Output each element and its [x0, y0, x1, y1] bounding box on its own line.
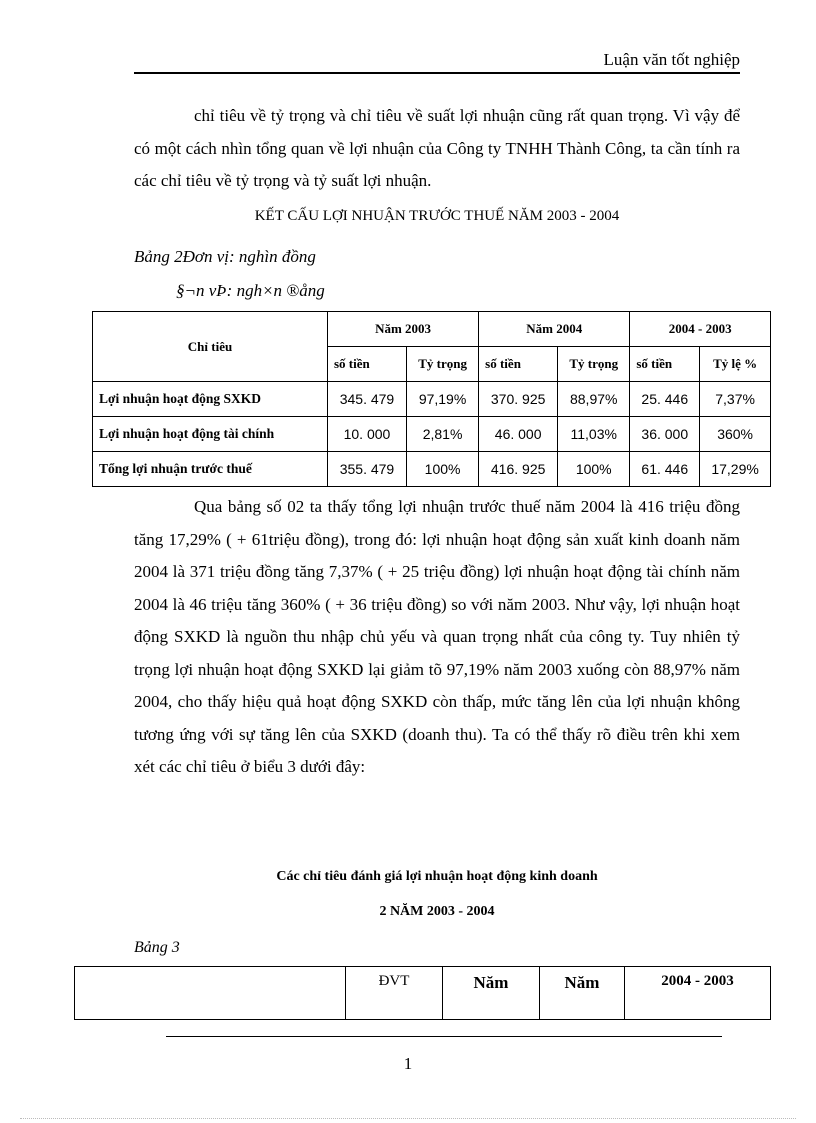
subheader-cell: Tỷ trọng: [406, 347, 478, 382]
profit-structure-table: [92, 311, 771, 487]
cell-value: 345. 479: [328, 382, 407, 417]
cell-value: 2,81%: [406, 417, 478, 452]
group-header-diff: 2004 - 2003: [630, 312, 771, 347]
table-row: [93, 452, 771, 487]
table1-caption: Bảng 2Đơn vị: nghìn đồng: [134, 247, 316, 266]
cell-value: 7,37%: [700, 382, 771, 417]
footer-rule: [166, 1036, 722, 1037]
table1-caption-garbled: §¬n vÞ: ngh×n ®ång: [176, 281, 325, 300]
cell-value: 61. 446: [630, 452, 700, 487]
cell-value: 10. 000: [328, 417, 407, 452]
table1-title: KẾT CẤU LỢI NHUẬN TRƯỚC THUẾ NĂM 2003 - 2004: [254, 208, 620, 224]
cell-value: 100%: [558, 452, 630, 487]
cell-value: 11,03%: [558, 417, 630, 452]
header-cell-year: Năm: [540, 967, 625, 1020]
analysis-text: Qua bảng số 02 ta thấy tổng lợi nhuận trước thuế năm 2004 là 416 triệu đồng tăng 17,29% ( + 61triệu đồng), trong đó: lợi nhuận hoạt động sản xuất kinh doanh năm 2004 là 371 triệu đồng tăng 7,37% ( + 25 triệu đồng) lợi nhuận hoạt động tài chính năm 2004 là 46 triệu tăng 360% ( + 36 triệu đồng) so với năm 2003. Như vậy, lợi nhuận hoạt động SXKD là nguồn thu nhập chủ yếu và quan trọng nhất của công ty. Tuy nhiên tỷ trọng lợi nhuận hoạt động SXKD lại giảm tõ 97,19% năm 2003 xuống còn 88,97% năm 2004, cho thấy hiệu quả hoạt động SXKD còn thấp, mức tăng lên của lợi nhuận không tương ứng với sự tăng lên của SXKD (doanh thu). Ta có thể thấy rõ điều trên khi xem xét các chỉ tiêu ở biểu 3 dưới đây:: [134, 497, 740, 776]
subheader-cell: số tiền: [630, 347, 700, 382]
row-label: Lợi nhuận hoạt động SXKD: [93, 382, 328, 417]
table-row: [93, 417, 771, 452]
page-bottom-border: [20, 1118, 796, 1119]
cell-value: 100%: [406, 452, 478, 487]
subheader-cell: Tỷ trọng: [558, 347, 630, 382]
subheader-cell: số tiền: [479, 347, 558, 382]
header-cell-diff: 2004 - 2003: [625, 967, 771, 1020]
header-cell-year: Năm: [443, 967, 540, 1020]
table-row: [93, 382, 771, 417]
header-cell-unit: ĐVT: [346, 967, 443, 1020]
cell-value: 416. 925: [479, 452, 558, 487]
row-label: Tổng lợi nhuận trước thuế: [93, 452, 328, 487]
group-header-2003: Năm 2003: [328, 312, 479, 347]
cell-value: 46. 000: [479, 417, 558, 452]
page-number: 1: [403, 1054, 413, 1073]
cell-value: 360%: [700, 417, 771, 452]
header-rule: [134, 72, 740, 74]
group-header-2004: Năm 2004: [479, 312, 630, 347]
subheader-cell: Tỷ lệ %: [700, 347, 771, 382]
table-header-row: [93, 312, 771, 347]
row-label: Lợi nhuận hoạt động tài chính: [93, 417, 328, 452]
cell-value: 25. 446: [630, 382, 700, 417]
intro-text: chỉ tiêu về tỷ trọng và chỉ tiêu về suất lợi nhuận cũng rất quan trọng. Vì vậy để có một cách nhìn tổng quan về lợi nhuận của Công ty TNHH Thành Công, ta cần tính ra các chỉ tiêu về tỷ trọng và tỷ suất lợi nhuận.: [134, 106, 740, 190]
analysis-paragraph: [134, 491, 740, 784]
cell-value: 88,97%: [558, 382, 630, 417]
table2-title-line1: Các chỉ tiêu đánh giá lợi nhuận hoạt động kinh doanh: [276, 869, 598, 884]
table-header-row: [75, 967, 771, 1020]
row-header-cell: Chỉ tiêu: [93, 312, 328, 382]
table2-title-line2: 2 NĂM 2003 - 2004: [379, 904, 495, 919]
cell-value: 36. 000: [630, 417, 700, 452]
intro-paragraph: [134, 100, 740, 198]
header-title: Luận văn tốt nghiệp: [603, 50, 740, 69]
cell-value: 97,19%: [406, 382, 478, 417]
table2-caption: Bảng 3: [134, 939, 180, 956]
header-cell-empty: [75, 967, 346, 1020]
indicators-table: [74, 966, 771, 1020]
cell-value: 17,29%: [700, 452, 771, 487]
cell-value: 370. 925: [479, 382, 558, 417]
subheader-cell: số tiền: [328, 347, 407, 382]
cell-value: 355. 479: [328, 452, 407, 487]
